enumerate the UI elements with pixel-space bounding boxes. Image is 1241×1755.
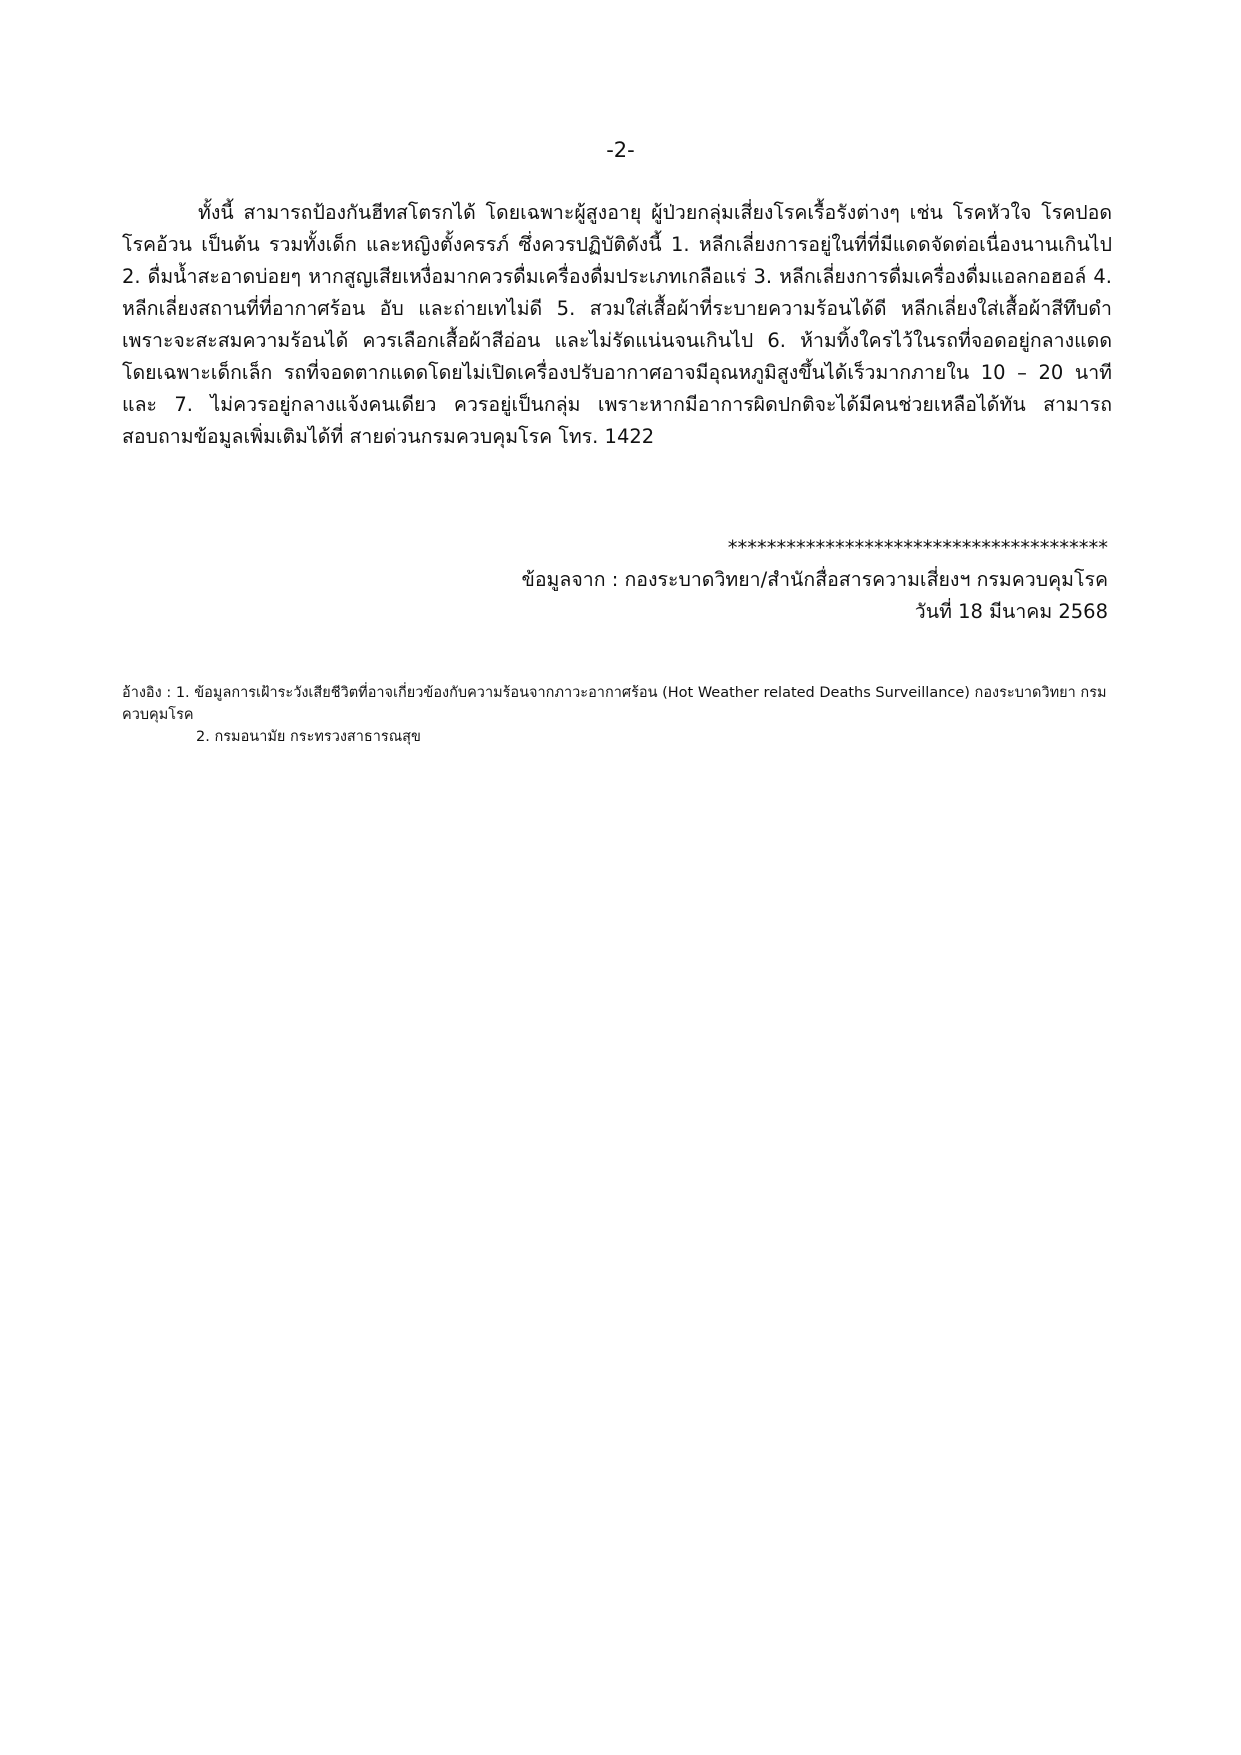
separator-line: ***************************************: [727, 536, 1108, 559]
page-number: -2-: [606, 138, 635, 162]
reference-item-1: อ้างอิง : 1. ข้อมูลการเฝ้าระวังเสียชีวิตที่อาจเกี่ยวข้องกับความร้อนจากภาวะอากาศร้อน (Hot Weather related Deaths Surveillance) กองระบาดวิทยา กรมควบคุมโรค: [122, 685, 1107, 723]
body-paragraph: ทั้งนี้ สามารถป้องกันฮีทสโตรกได้ โดยเฉพาะผู้สูงอายุ ผู้ป่วยกลุ่มเสี่ยงโรคเรื้อรังต่างๆ เช่น โรคหัวใจ โรคปอด โรคอ้วน เป็นต้น รวมทั้งเด็ก และหญิงตั้งครรภ์ ซึ่งควรปฏิบัติดังนี้ 1. หลีกเลี่ยงการอยู่ในที่ที่มีแดดจัดต่อเนื่องนานเกินไป 2. ดื่มน้ำสะอาดบ่อยๆ หากสูญเสียเหงื่อมากควรดื่มเครื่องดื่มประเภทเกลือแร่ 3. หลีกเลี่ยงการดื่มเครื่องดื่มแอลกอฮอล์ 4. หลีกเลี่ยงสถานที่ที่อากาศร้อน อับ และถ่ายเทไม่ดี 5. สวมใส่เสื้อผ้าที่ระบายความร้อนได้ดี หลีกเลี่ยงใส่เสื้อผ้าสีทึบดำ เพราะจะสะสมความร้อนได้ ควรเลือกเสื้อผ้าสีอ่อน และไม่รัดแน่นจนเกินไป 6. ห้ามทิ้งใครไว้ในรถที่จอดอยู่กลางแดด โดยเฉพาะเด็กเล็ก รถที่จอดตากแดดโดยไม่เปิดเครื่องปรับอากาศอาจมีอุณหภูมิสูงขึ้นได้เร็วมากภายใน 10 – 20 นาที และ 7. ไม่ควรอยู่กลางแจ้งคนเดียว ควรอยู่เป็นกลุ่ม เพราะหากมีอาการผิดปกติจะได้มีคนช่วยเหลือได้ทัน สามารถสอบถามข้อมูลเพิ่มเติมได้ที่ สายด่วนกรมควบคุมโรค โทร. 1422: [122, 201, 1112, 448]
reference-item-2: 2. กรมอนามัย กระทรวงสาธารณสุข: [196, 729, 421, 745]
date-line: วันที่ 18 มีนาคม 2568: [914, 600, 1108, 623]
source-line: ข้อมูลจาก : กองระบาดวิทยา/สำนักสื่อสารความเสี่ยงฯ กรมควบคุมโรค: [521, 568, 1108, 591]
references-section: [122, 682, 1142, 748]
signature-block: [408, 532, 1108, 628]
